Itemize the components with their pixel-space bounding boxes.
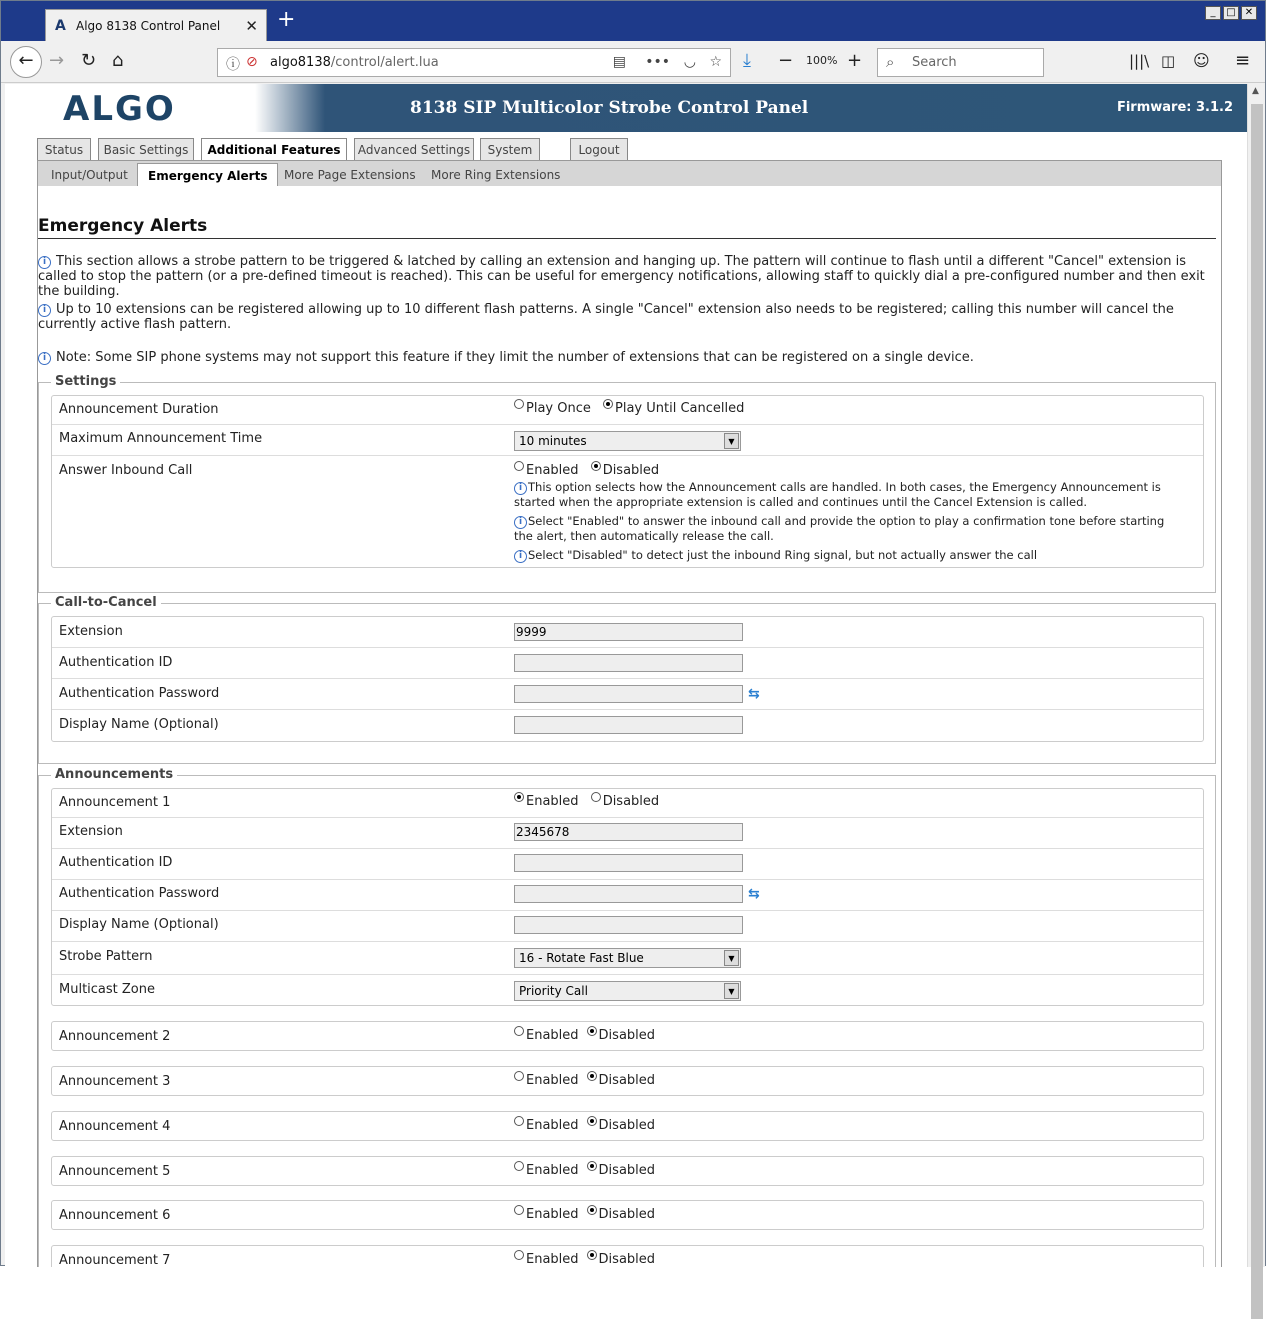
algo-logo: ALGO — [63, 89, 176, 129]
cancel-auth-pw-row — [52, 678, 1203, 709]
tab-title: Algo 8138 Control Panel — [76, 19, 221, 33]
chevron-down-icon: ▼ — [724, 433, 739, 449]
info-icon: i — [514, 550, 527, 563]
settings-table — [51, 395, 1204, 568]
announcement-1-table — [51, 788, 1204, 1006]
tab-additional-features[interactable]: Additional Features — [201, 138, 347, 161]
forward-icon[interactable]: → — [49, 50, 65, 71]
play-until-cancelled-label: Play Until Cancelled — [615, 401, 745, 416]
subtab-emergency-alerts[interactable]: Emergency Alerts — [137, 163, 278, 187]
max-time-value: 10 minutes — [519, 434, 587, 448]
title-divider — [38, 238, 1216, 239]
a1-auth-id-input[interactable] — [514, 854, 743, 872]
answer-radios — [514, 463, 659, 478]
subtab-more-ring-extensions[interactable]: More Ring Extensions — [431, 168, 561, 182]
answer-label: Answer Inbound Call — [59, 463, 193, 478]
content-area — [37, 186, 1222, 1267]
scrollbar-thumb[interactable] — [1251, 104, 1263, 1319]
a1-auth-pw-input[interactable] — [514, 885, 743, 903]
answer-note-3: i Select "Disabled" to detect just the inbound Ring signal, but not actually answer the call — [514, 548, 1184, 563]
announcement-4-radios: Enabled Disabled — [514, 1118, 655, 1133]
answer-row — [52, 455, 1203, 568]
announcement-3-enabled-radio[interactable] — [514, 1071, 524, 1081]
announcement-5-row — [51, 1156, 1204, 1186]
answer-enabled-radio[interactable] — [514, 461, 524, 471]
cancel-auth-pw-input[interactable] — [514, 685, 743, 703]
announcement-2-label: Announcement 2 — [59, 1029, 171, 1044]
subtab-more-page-extensions[interactable]: More Page Extensions — [284, 168, 416, 182]
multicast-zone-select[interactable] — [514, 981, 741, 1001]
sidebar-icon[interactable]: ◫ — [1161, 52, 1176, 70]
announcements-section — [38, 767, 1216, 1267]
announcement-4-row — [51, 1111, 1204, 1141]
a1-strobe-row — [52, 941, 1203, 974]
info-icon: i — [514, 516, 527, 529]
announcement-7-disabled-radio[interactable] — [587, 1250, 597, 1260]
strobe-pattern-select[interactable] — [514, 948, 741, 968]
announcement-2-enabled-radio[interactable] — [514, 1026, 524, 1036]
window-controls — [1205, 6, 1257, 20]
a1-extension-label: Extension — [59, 824, 123, 839]
answer-disabled-radio[interactable] — [591, 461, 601, 471]
close-tab-icon[interactable]: ✕ — [245, 17, 258, 35]
announcement-3-label: Announcement 3 — [59, 1074, 171, 1089]
panel-title: 8138 SIP Multicolor Strobe Control Panel — [410, 98, 809, 118]
tab-system[interactable]: System — [480, 138, 540, 160]
settings-section — [38, 374, 1216, 593]
insecure-lock-icon[interactable]: ⊘ — [246, 54, 258, 70]
firmware-version: Firmware: 3.1.2 — [1116, 100, 1233, 115]
announcement-7-label: Announcement 7 — [59, 1253, 171, 1267]
announcement-2-radios: Enabled Disabled — [514, 1028, 655, 1043]
reader-view-icon[interactable]: ▤ — [612, 54, 626, 70]
back-icon[interactable]: ← — [10, 46, 42, 78]
info-paragraph-3: i Note: Some SIP phone systems may not support this feature if they limit the number of extensions that can be registered on a single device. — [38, 350, 1218, 365]
tab-advanced-settings[interactable]: Advanced Settings — [354, 138, 474, 160]
announcement-1-disabled-radio[interactable] — [591, 792, 601, 802]
cancel-extension-row — [52, 617, 1203, 647]
announcement-1-enabled-radio[interactable] — [514, 792, 524, 802]
announcement-5-label: Announcement 5 — [59, 1164, 171, 1179]
cancel-display-label: Display Name (Optional) — [59, 717, 219, 732]
a1-auth-id-row — [52, 848, 1203, 879]
call-to-cancel-section — [38, 595, 1216, 764]
reload-icon[interactable]: ↻ — [81, 50, 97, 71]
refresh-password-icon[interactable]: ⇆ — [748, 686, 760, 702]
url-bar[interactable] — [217, 48, 731, 77]
duration-row — [52, 396, 1203, 424]
duration-label: Announcement Duration — [59, 402, 219, 417]
info-icon: i — [38, 352, 51, 365]
answer-disabled-label: Disabled — [602, 463, 660, 478]
announcement-5-enabled-radio[interactable] — [514, 1161, 524, 1171]
a1-auth-pw-row — [52, 879, 1203, 910]
account-icon[interactable]: ☺ — [1193, 51, 1210, 70]
announcement-6-enabled-radio[interactable] — [514, 1205, 524, 1215]
tab-logout[interactable]: Logout — [570, 138, 628, 160]
max-time-label: Maximum Announcement Time — [59, 431, 263, 446]
announcement-7-row — [51, 1245, 1204, 1267]
announcement-3-row — [51, 1066, 1204, 1096]
call-to-cancel-table — [51, 616, 1204, 742]
scroll-up-icon[interactable]: ▲ — [1252, 86, 1259, 96]
settings-legend: Settings — [51, 374, 120, 389]
announcement-1-row — [52, 789, 1203, 817]
enabled-label: Enabled — [526, 794, 579, 809]
info-icon[interactable]: ⓘ — [226, 57, 240, 73]
cancel-extension-input[interactable]: 9999 — [514, 623, 743, 641]
play-once-label: Play Once — [526, 401, 591, 416]
page-title: Emergency Alerts — [38, 216, 208, 236]
cancel-display-input[interactable] — [514, 716, 743, 734]
cancel-auth-id-label: Authentication ID — [59, 655, 173, 670]
announcement-5-disabled-radio[interactable] — [587, 1161, 597, 1171]
announcement-6-radios: Enabled Disabled — [514, 1207, 655, 1222]
chevron-down-icon: ▼ — [724, 950, 739, 966]
navigation-bar — [1, 41, 1265, 83]
max-time-select[interactable] — [514, 431, 741, 451]
announcement-6-row — [51, 1200, 1204, 1230]
page-actions-icon[interactable]: ••• — [645, 54, 670, 70]
announcement-4-label: Announcement 4 — [59, 1119, 171, 1134]
zoom-in-icon[interactable]: + — [847, 50, 863, 71]
cancel-extension-label: Extension — [59, 624, 123, 639]
answer-note-2: i Select "Enabled" to answer the inbound call and provide the option to play a confirmation tone before starting the alert, then automatically release the call. — [514, 514, 1165, 543]
zoom-level[interactable]: 100% — [806, 54, 838, 67]
a1-auth-pw-label: Authentication Password — [59, 886, 220, 901]
info-paragraph-2: i Up to 10 extensions can be registered allowing up to 10 different flash patterns. A single "Cancel" extension also needs to be registered; calling this number will cancel the currently active flash pattern. — [38, 302, 1174, 332]
cancel-auth-id-input[interactable] — [514, 654, 743, 672]
announcement-4-enabled-radio[interactable] — [514, 1116, 524, 1126]
web-page — [5, 84, 1247, 1267]
url-text: algo8138/control/alert.lua — [270, 55, 439, 70]
info-icon: i — [38, 256, 51, 269]
tab-basic-settings[interactable]: Basic Settings — [98, 138, 194, 160]
minimize-icon[interactable]: _ — [1205, 6, 1221, 20]
multicast-zone-value: Priority Call — [519, 984, 588, 998]
search-icon: ⌕ — [886, 53, 895, 71]
sub-tabs — [37, 160, 1222, 186]
tab-status[interactable]: Status — [37, 138, 91, 160]
play-until-cancelled-radio[interactable] — [603, 399, 613, 409]
pocket-icon[interactable]: ◡ — [683, 54, 696, 70]
refresh-password-icon[interactable]: ⇆ — [748, 886, 760, 902]
a1-zone-label: Multicast Zone — [59, 982, 155, 997]
announcement-6-disabled-radio[interactable] — [587, 1205, 597, 1215]
menu-icon[interactable]: ≡ — [1235, 50, 1251, 71]
cancel-auth-pw-label: Authentication Password — [59, 686, 220, 701]
announcement-2-row — [51, 1021, 1204, 1051]
info-paragraph-1: i This section allows a strobe pattern to be triggered & latched by calling an extension and hanging up. The pattern will continue to flash until a different "Cancel" extension is called to stop the pattern (or a pre-defined timeout is reached). This can be useful for emergency notifications, allowing staff to quickly dial a pre-configured number and then exit the building. — [38, 254, 1205, 299]
a1-display-row — [52, 910, 1203, 941]
announcement-1-label: Announcement 1 — [59, 795, 171, 810]
cancel-auth-id-row — [52, 647, 1203, 678]
announcement-3-disabled-radio[interactable] — [587, 1071, 597, 1081]
maximize-icon[interactable]: □ — [1223, 6, 1239, 20]
a1-auth-id-label: Authentication ID — [59, 855, 173, 870]
library-icon[interactable]: |||\ — [1129, 52, 1150, 70]
answer-note-1: i This option selects how the Announcement calls are handled. In both cases, the Emergency Announcement is started when the appropriate extension is called and continues until the Cancel Extension is called. — [514, 480, 1161, 509]
chevron-down-icon: ▼ — [724, 983, 739, 999]
announcement-6-label: Announcement 6 — [59, 1208, 171, 1223]
announcement-1-radios — [514, 794, 659, 809]
search-placeholder: Search — [912, 55, 957, 70]
vertical-scrollbar[interactable] — [1247, 84, 1265, 1267]
announcement-5-radios: Enabled Disabled — [514, 1163, 655, 1178]
announcement-7-radios: Enabled Disabled — [514, 1252, 655, 1267]
announcement-4-disabled-radio[interactable] — [587, 1116, 597, 1126]
announcement-2-disabled-radio[interactable] — [587, 1026, 597, 1036]
strobe-pattern-value: 16 - Rotate Fast Blue — [519, 951, 644, 965]
browser-tab[interactable] — [45, 9, 267, 41]
call-to-cancel-legend: Call-to-Cancel — [51, 595, 161, 610]
answer-enabled-label: Enabled — [526, 463, 579, 478]
a1-display-label: Display Name (Optional) — [59, 917, 219, 932]
close-window-icon[interactable]: ✕ — [1241, 6, 1257, 20]
page-header — [5, 84, 1247, 132]
duration-radios — [514, 401, 744, 416]
zoom-out-icon[interactable]: − — [778, 50, 794, 71]
download-icon[interactable]: ⤓ — [743, 50, 751, 71]
cancel-display-row — [52, 709, 1203, 741]
search-box[interactable] — [877, 48, 1044, 77]
subtab-input-output[interactable]: Input/Output — [51, 168, 128, 182]
announcement-7-enabled-radio[interactable] — [514, 1250, 524, 1260]
a1-zone-row — [52, 974, 1203, 1006]
bookmark-star-icon[interactable]: ☆ — [709, 54, 722, 70]
a1-extension-input[interactable]: 2345678 — [514, 823, 743, 841]
home-icon[interactable]: ⌂ — [112, 50, 124, 71]
info-icon: i — [38, 304, 51, 317]
site-favicon-icon: A — [55, 18, 66, 34]
max-time-row — [52, 424, 1203, 455]
a1-extension-row — [52, 817, 1203, 848]
play-once-radio[interactable] — [514, 399, 524, 409]
new-tab-icon[interactable]: + — [277, 7, 296, 32]
a1-strobe-label: Strobe Pattern — [59, 949, 153, 964]
a1-display-input[interactable] — [514, 916, 743, 934]
announcements-legend: Announcements — [51, 767, 177, 782]
disabled-label: Disabled — [602, 794, 660, 809]
info-icon: i — [514, 482, 527, 495]
tab-strip — [1, 1, 1265, 41]
announcement-3-radios: Enabled Disabled — [514, 1073, 655, 1088]
